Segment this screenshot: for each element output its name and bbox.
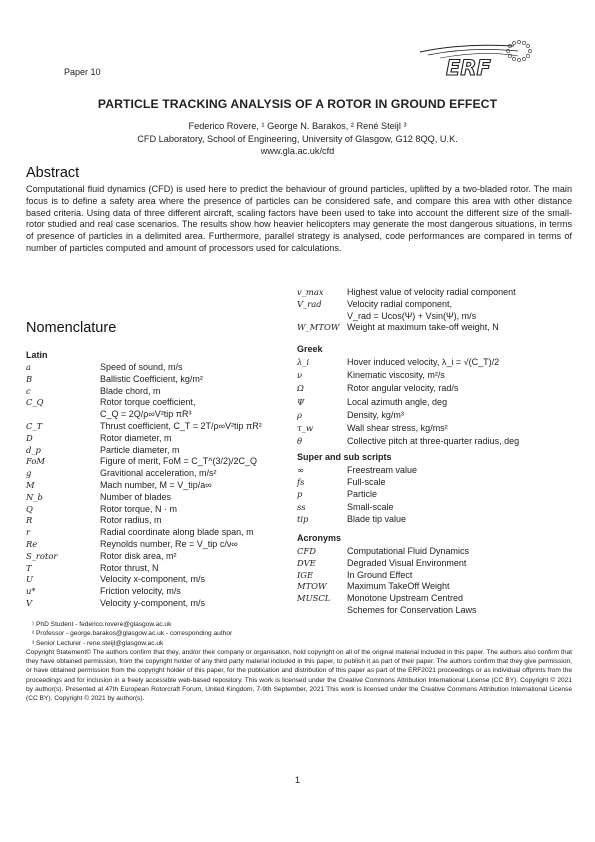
nomenclature-symbol: C_Q: [26, 397, 44, 408]
nomenclature-symbol: FoM: [26, 456, 45, 467]
nomenclature-symbol: fs: [297, 477, 305, 488]
nomenclature-definition: Rotor radius, m: [100, 515, 162, 526]
nomenclature-symbol: ss: [297, 501, 306, 512]
nomenclature-symbol: ∞: [297, 465, 304, 475]
nomenclature-symbol: g: [26, 468, 32, 479]
nomenclature-definition: Number of blades: [100, 491, 172, 502]
nomenclature-symbol: N_b: [26, 491, 43, 502]
nomenclature-heading: Nomenclature: [26, 320, 117, 336]
nomenclature-symbol: MTOW: [297, 581, 327, 592]
acronyms-heading: Acronyms: [297, 533, 342, 543]
nomenclature-symbol: M: [26, 480, 35, 490]
nomenclature-symbol: d_p: [26, 444, 41, 455]
footnote-3: ³ Senior Lecturer - rene.steijl@glasgow.ac.uk: [32, 639, 164, 647]
footnote-1: ¹ PhD Student - federico.rovere@glasgow.ac.uk: [32, 621, 172, 628]
nomenclature-symbol: CFD: [297, 546, 316, 556]
nomenclature-definition: Degraded Visual Environment: [347, 557, 467, 568]
nomenclature-definition: Radial coordinate along blade span, m: [100, 527, 254, 538]
nomenclature-definition: Schemes for Conservation Laws: [347, 605, 477, 615]
nomenclature-definition: Particle diameter, m: [100, 444, 180, 455]
greek-heading: Greek: [297, 344, 323, 354]
nomenclature-symbol: W_MTOW: [297, 322, 340, 333]
nomenclature-definition: Monotone Upstream Centred: [347, 593, 464, 604]
nomenclature-symbol: V: [26, 598, 33, 608]
nomenclature-definition: Velocity y-component, m/s: [100, 598, 206, 608]
author-names: Federico Rovere, ¹ George N. Barakos, ² René Steijl ³: [188, 121, 407, 131]
author-website[interactable]: www.gla.ac.uk/cfd: [260, 146, 335, 156]
subscripts-heading: Super and sub scripts: [297, 452, 392, 462]
nomenclature-definition: Local azimuth angle, deg: [347, 396, 448, 407]
nomenclature-symbol: R: [26, 515, 33, 526]
abstract-text: Computational fluid dynamics (CFD) is used here to predict the behaviour of ground particles, uplifted by a two-bladed rotor. The main focus is to define a safety area where the presence of particles can be considered safe, and compare this area with other distance based criteria. Using data of three different aircraft, scaling factors have been used to take into account the different size of the small-rotor studied and real case scenarios. The results show how heavier helicopters may generate the most dangerous situations, in terms of presence of particles in a delimited area. Furthermore, parallel strategy is analysed, code performances are compared in terms of number of particles computed and amount of processors used for calculations.: [26, 184, 572, 253]
nomenclature-symbol: λ_i: [297, 357, 310, 367]
logo-text: ERF: [446, 56, 491, 80]
nomenclature-definition: Rotor angular velocity, rad/s: [347, 383, 459, 394]
paper-number: Paper 10: [64, 67, 101, 77]
nomenclature-symbol: p: [297, 489, 303, 500]
nomenclature-definition: Figure of merit, FoM = C_T^(3/2)/2C_Q: [100, 456, 258, 467]
footnotes: [26, 620, 572, 704]
nomenclature-symbol: S_rotor: [26, 550, 58, 561]
nomenclature-definition: Wall shear stress, kg/ms²: [347, 423, 448, 433]
nomenclature-definition: Velocity radial component,: [347, 298, 453, 309]
nomenclature-symbol: Re: [26, 539, 38, 549]
nomenclature-definition: Small-scale: [347, 501, 394, 512]
latin-heading: Latin: [26, 350, 48, 360]
nomenclature-symbol: U: [26, 574, 34, 585]
nomenclature-symbol: DVE: [297, 557, 316, 568]
nomenclature-definition: Gravitional acceleration, m/s²: [100, 468, 217, 479]
nomenclature-symbol: c: [26, 385, 31, 396]
page-number: 1: [294, 775, 301, 786]
erf-logo: [418, 38, 536, 80]
nomenclature-definition: Full-scale: [347, 477, 386, 488]
nomenclature-symbol: C_T: [26, 421, 43, 431]
nomenclature-definition: Velocity x-component, m/s: [100, 574, 206, 585]
nomenclature-symbol: Ω: [297, 383, 304, 394]
nomenclature-definition: Rotor thrust, N: [100, 562, 159, 573]
footnote-2: ² Professor - george.barakos@glasgow.ac.uk - corresponding author: [32, 630, 233, 638]
nomenclature-definition: Hover induced velocity, λ_i = √(C_T)/2: [347, 357, 500, 367]
nomenclature-symbol: tip: [297, 513, 309, 524]
nomenclature-symbol: ν: [297, 370, 303, 381]
author-affiliation: CFD Laboratory, School of Engineering, University of Glasgow, G12 8QQ, U.K.: [137, 133, 458, 144]
nomenclature-definition: V_rad = Ucos(Ψ) + Vsin(Ψ), m/s: [347, 310, 477, 321]
nomenclature-symbol: D: [26, 432, 33, 443]
nomenclature-definition: Highest value of velocity radial component: [347, 287, 516, 297]
nomenclature-definition: Kinematic viscosity, m²/s: [347, 370, 445, 381]
nomenclature-symbol: Ψ: [297, 396, 305, 407]
nomenclature-definition: Rotor disk area, m²: [100, 550, 177, 561]
nomenclature-symbol: θ: [297, 436, 303, 447]
nomenclature-definition: Freestream value: [347, 465, 418, 475]
copyright-statement: Copyright Statement© The authors confirm that they, and/or their company or organisation, hold copyright on all of the original material included in this paper. The authors also confirm that they have obtained permission, from the copyright holder of any third party material included in this paper, to publish it as part of their paper. The authors confirm that they give permission, or have obtained permission from the copyright holder of this paper, for the publication and distribution of this paper as part of the ERF2021 proceedings or as individual offprints from the proceedings and for inclusion in a freely accessible web-based repository. This work is licensed under the Creative Commons Attribution International License (CC BY). Copyright © 2021 by author(s). Presented at 47th European Rotorcraft Forum, United Kingdom, 7-9th September, 2021 This work is licensed under the Creative Commons Attribution International License (CC BY). Copyright © 2021 by author(s).: [26, 648, 572, 703]
paper-title: PARTICLE TRACKING ANALYSIS OF A ROTOR IN GROUND EFFECT: [97, 97, 498, 111]
nomenclature-symbol: MUSCL: [297, 593, 331, 604]
nomenclature-symbol: T: [26, 562, 32, 573]
nomenclature-definition: Weight at maximum take-off weight, N: [347, 322, 499, 333]
nomenclature-symbol: u*: [26, 586, 36, 597]
nomenclature-definition: Rotor torque, N · m: [100, 503, 178, 514]
nomenclature-definition: Blade tip value: [347, 513, 407, 524]
nomenclature-symbol: ρ: [297, 409, 302, 420]
nomenclature-symbol: r: [26, 527, 31, 538]
nomenclature-definition: Thrust coefficient, C_T = 2T/ρ∞V²tip πR²: [100, 421, 262, 431]
nomenclature-definition: Rotor torque coefficient,: [100, 397, 196, 408]
nomenclature-definition: Density, kg/m³: [347, 409, 404, 420]
nomenclature-definition: Mach number, M = V_tip/a∞: [100, 480, 212, 490]
nomenclature-definition: Maximum TakeOff Weight: [347, 581, 450, 592]
abstract-heading: Abstract: [26, 165, 80, 181]
nomenclature-definition: Reynolds number, Re = V_tip c/ν∞: [100, 539, 238, 549]
nomenclature-symbol: a: [26, 362, 31, 372]
nomenclature-definition: Speed of sound, m/s: [100, 362, 183, 372]
author-block: [0, 120, 595, 158]
nomenclature-definition: Blade chord, m: [100, 385, 161, 396]
nomenclature-definition: Particle: [347, 489, 378, 500]
nomenclature-definition: Computational Fluid Dynamics: [347, 546, 470, 556]
nomenclature-definition: Collective pitch at three-quarter radius, deg: [347, 436, 520, 447]
nomenclature-definition: Friction velocity, m/s: [100, 586, 181, 597]
nomenclature-symbol: V_rad: [297, 298, 322, 309]
nomenclature-symbol: IGE: [297, 569, 314, 580]
nomenclature-symbol: τ_w: [297, 423, 313, 433]
nomenclature-symbol: Q: [26, 503, 33, 514]
nomenclature-definition: C_Q = 2Q/ρ∞V²tip πR³: [100, 409, 192, 420]
nomenclature-symbol: B: [26, 373, 33, 384]
nomenclature-definition: In Ground Effect: [347, 569, 413, 580]
nomenclature-definition: Ballistic Coefficient, kg/m²: [100, 373, 203, 384]
nomenclature-definition: Rotor diameter, m: [100, 432, 172, 443]
nomenclature-symbol: v_max: [297, 287, 324, 297]
